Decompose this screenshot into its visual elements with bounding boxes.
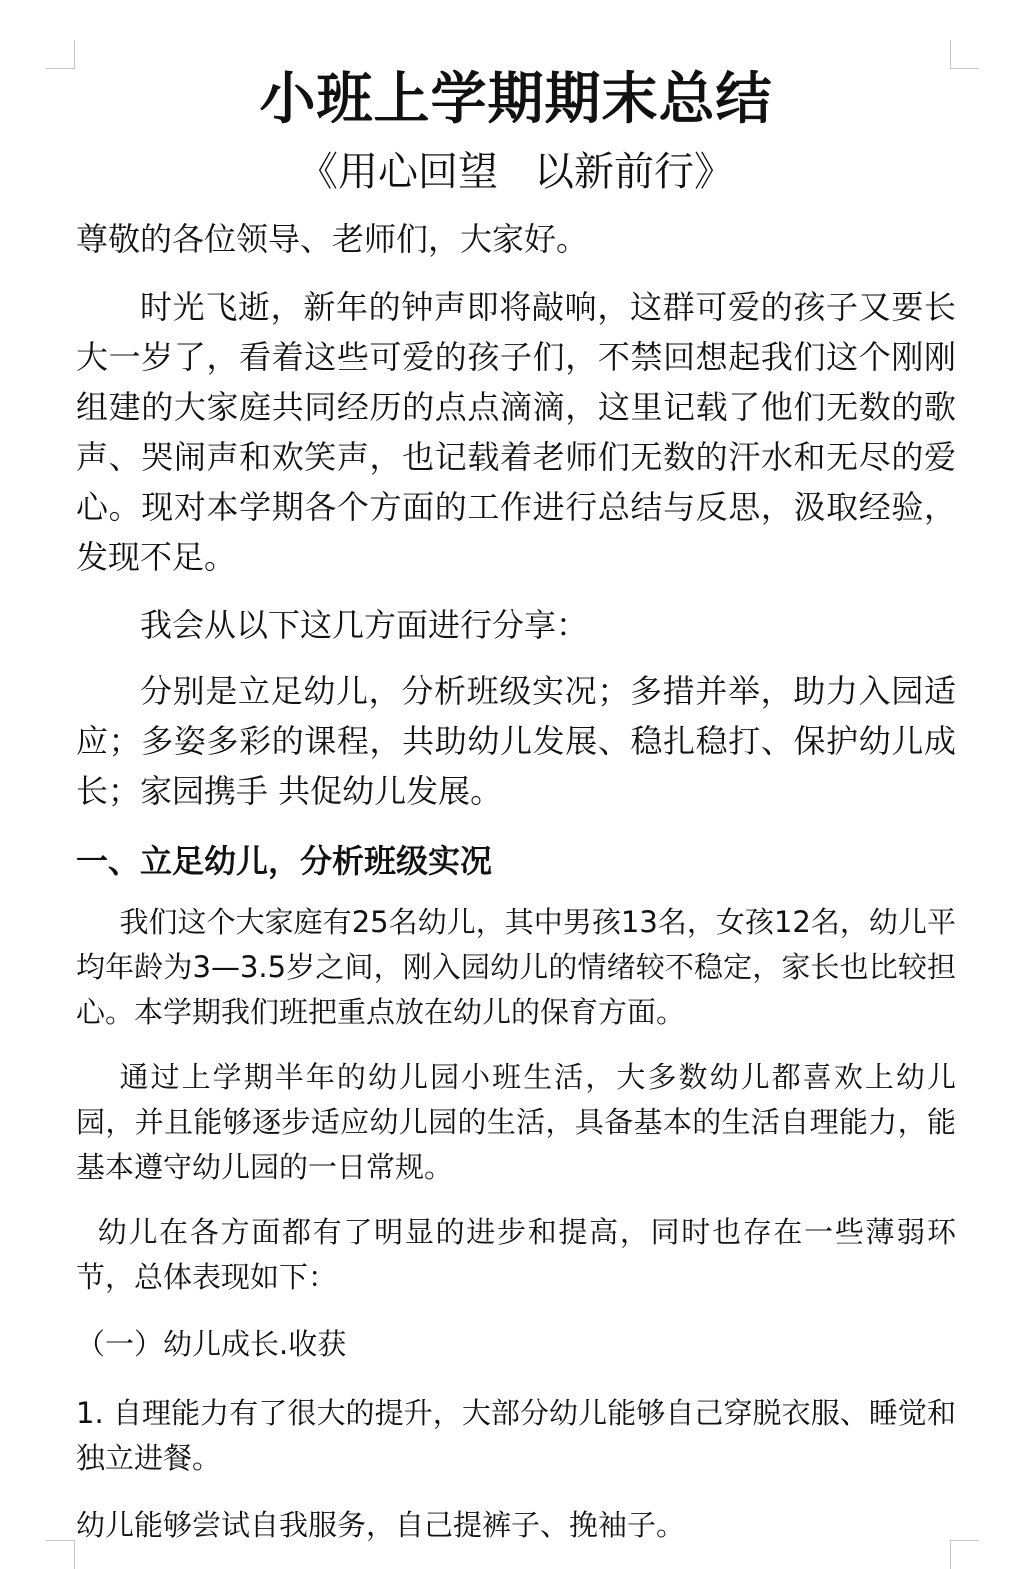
outline-paragraph: 分别是立足幼儿，分析班级实况；多措并举，助力入园适应；多姿多彩的课程，共助幼儿发展、稳扎稳打、保护幼儿成长；家园携手 共促幼儿发展。 xyxy=(76,672,956,810)
list-item-1: 1. 自理能力有了很大的提升，大部分幼儿能够自己穿脱衣服、睡觉和独立进餐。 xyxy=(76,1396,956,1475)
subtitle-part-1: 《用心回望 xyxy=(298,149,498,195)
subsection-1-heading: （一）幼儿成长.收获 xyxy=(76,1327,347,1361)
section-1-paragraph-3: 幼儿在各方面都有了明显的进步和提高，同时也存在一些薄弱环节，总体表现如下： xyxy=(76,1215,956,1294)
crop-mark-top-left xyxy=(46,40,75,69)
list-item-1-continued: 幼儿能够尝试自我服务，自己提裤子、挽袖子。 xyxy=(76,1508,686,1542)
greeting-paragraph: 尊敬的各位领导、老师们，大家好。 xyxy=(76,220,589,258)
share-paragraph: 我会从以下这几方面进行分享： xyxy=(140,606,589,644)
intro-paragraph: 时光飞逝，新年的钟声即将敲响，这群可爱的孩子又要长大一岁了，看着这些可爱的孩子们，不禁回想起我们这个刚刚组建的大家庭共同经历的点点滴滴，这里记载了他们无数的歌声、哭闹声和欢笑声，也记载着老师们无数的汗水和无尽的爱心。现对本学期各个方面的工作进行总结与反思，汲取经验，发现不足。 xyxy=(76,288,956,576)
document-title: 小班上学期期末总结 xyxy=(259,67,773,132)
section-1-paragraph-1: 我们这个大家庭有25名幼儿，其中男孩13名，女孩12名，幼儿平均年龄为3—3.5岁之间，刚入园幼儿的情绪较不稳定，家长也比较担心。本学期我们班把重点放在幼儿的保育方面。 xyxy=(76,905,956,1029)
document-subtitle xyxy=(76,144,956,200)
section-1-paragraph-2: 通过上学期半年的幼儿园小班生活，大多数幼儿都喜欢上幼儿园，并且能够逐步适应幼儿园的生活，具备基本的生活自理能力，能基本遵守幼儿园的一日常规。 xyxy=(76,1060,956,1184)
crop-mark-bottom-left xyxy=(46,1540,75,1569)
section-1-heading: 一、立足幼儿，分析班级实况 xyxy=(76,842,493,880)
document-body xyxy=(76,60,956,1548)
subtitle-part-2: 以新前行》 xyxy=(534,149,734,195)
